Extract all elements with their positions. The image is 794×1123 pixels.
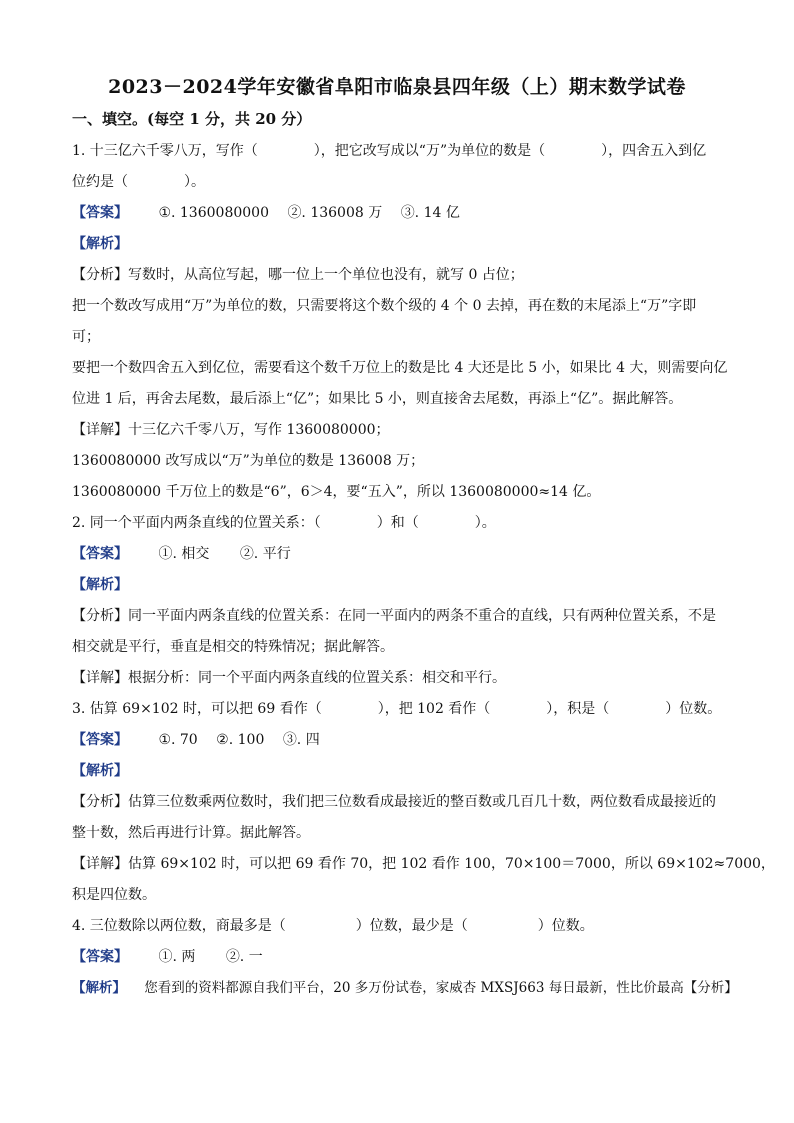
analysis-label: 【解析】 bbox=[72, 980, 126, 996]
text-line: 位约是（ ）。 bbox=[72, 174, 205, 190]
text-line: 1. 十三亿六千零八万，写作（ ），把它改写成以“万”为单位的数是（ ），四舍五入到亿 bbox=[72, 143, 707, 159]
analysis-label: 【解析】 bbox=[72, 577, 128, 593]
question-content bbox=[72, 136, 775, 1004]
text-line: 【分析】同一平面内两条直线的位置关系：在同一平面内的两条不重合的直线，只有两种位置关系，不是 bbox=[72, 608, 716, 624]
analysis-line bbox=[72, 570, 732, 601]
text-line: 【详解】估算 69×102 时，可以把 69 看作 70，把 102 看作 100，70×100＝7000，所以 69×102≈7000， bbox=[72, 856, 775, 872]
analysis-line bbox=[72, 756, 732, 787]
analysis-label: 【解析】 bbox=[72, 236, 128, 252]
answer-label: 【答案】 bbox=[72, 949, 128, 965]
answer-label: 【答案】 bbox=[72, 732, 128, 748]
answer-item: ②. 平行 bbox=[239, 546, 291, 562]
answer-item: ②. 一 bbox=[225, 949, 263, 965]
answer-label: 【答案】 bbox=[72, 546, 128, 562]
answer-label: 【答案】 bbox=[72, 205, 128, 221]
promo-text: 您看到的资料都源自我们平台，20 多万份试卷，家威杏 MXSJ663 每日最新，性比价最高【分析】 bbox=[144, 980, 738, 996]
text-line: 3. 估算 69×102 时，可以把 69 看作（ ），把 102 看作（ ），积是（ ）位数。 bbox=[72, 701, 722, 717]
text-line: 要把一个数四舍五入到亿位，需要看这个数千万位上的数是比 4 大还是比 5 小，如果比 4 大，则需要向亿 bbox=[72, 360, 728, 376]
answer-item: ①. 1360080000 bbox=[158, 205, 269, 221]
answer-line-q4 bbox=[72, 942, 732, 973]
answer-line-q2 bbox=[72, 539, 732, 570]
text-line: 4. 三位数除以两位数，商最多是（ ）位数，最少是（ ）位数。 bbox=[72, 918, 594, 934]
text-line: 1360080000 千万位上的数是“6”，6＞4，要“五入”，所以 1360080000≈14 亿。 bbox=[72, 484, 601, 500]
text-line: 2. 同一个平面内两条直线的位置关系：（ ）和（ ）。 bbox=[72, 515, 496, 531]
text-line: 【详解】十三亿六千零八万，写作 1360080000； bbox=[72, 422, 390, 438]
answer-item: ③. 14 亿 bbox=[400, 205, 460, 221]
text-line: 【详解】根据分析：同一个平面内两条直线的位置关系：相交和平行。 bbox=[72, 670, 506, 686]
text-line: 积是四位数。 bbox=[72, 887, 156, 903]
answer-item: ②. 100 bbox=[216, 732, 265, 748]
text-line: 相交就是平行，垂直是相交的特殊情况；据此解答。 bbox=[72, 639, 394, 655]
text-line: 【分析】估算三位数乘两位数时，我们把三位数看成最接近的整百数或几百几十数，两位数看成最接近的 bbox=[72, 794, 716, 810]
text-line: 【分析】写数时，从高位写起，哪一位上一个单位也没有，就写 0 占位； bbox=[72, 267, 524, 283]
text-line: 把一个数改写成用“万”为单位的数，只需要将这个数个级的 4 个 0 去掉，再在数的末尾添上“万”字即 bbox=[72, 298, 697, 314]
answer-line-q3 bbox=[72, 725, 732, 756]
text-line: 可； bbox=[72, 329, 100, 345]
text-line: 1360080000 改写成以“万”为单位的数是 136008 万； bbox=[72, 453, 425, 469]
answer-item: ①. 两 bbox=[158, 949, 196, 965]
analysis-line bbox=[72, 229, 732, 260]
page-title: 2023－2024学年安徽省阜阳市临泉县四年级（上）期末数学试卷 bbox=[108, 76, 686, 98]
section-heading: 一、填空。(每空 1 分，共 20 分） bbox=[72, 110, 312, 128]
answer-line-q1 bbox=[72, 198, 732, 229]
answer-item: ①. 相交 bbox=[158, 546, 210, 562]
text-line: 整十数，然后再进行计算。据此解答。 bbox=[72, 825, 310, 841]
answer-item: ①. 70 bbox=[158, 732, 198, 748]
answer-item: ②. 136008 万 bbox=[287, 205, 383, 221]
footer-analysis-line bbox=[72, 973, 738, 1004]
answer-item: ③. 四 bbox=[282, 732, 320, 748]
text-line: 位进 1 后，再舍去尾数，最后添上“亿”；如果比 5 小，则直接舍去尾数，再添上“亿”。据此解答。 bbox=[72, 391, 683, 407]
analysis-label: 【解析】 bbox=[72, 763, 128, 779]
